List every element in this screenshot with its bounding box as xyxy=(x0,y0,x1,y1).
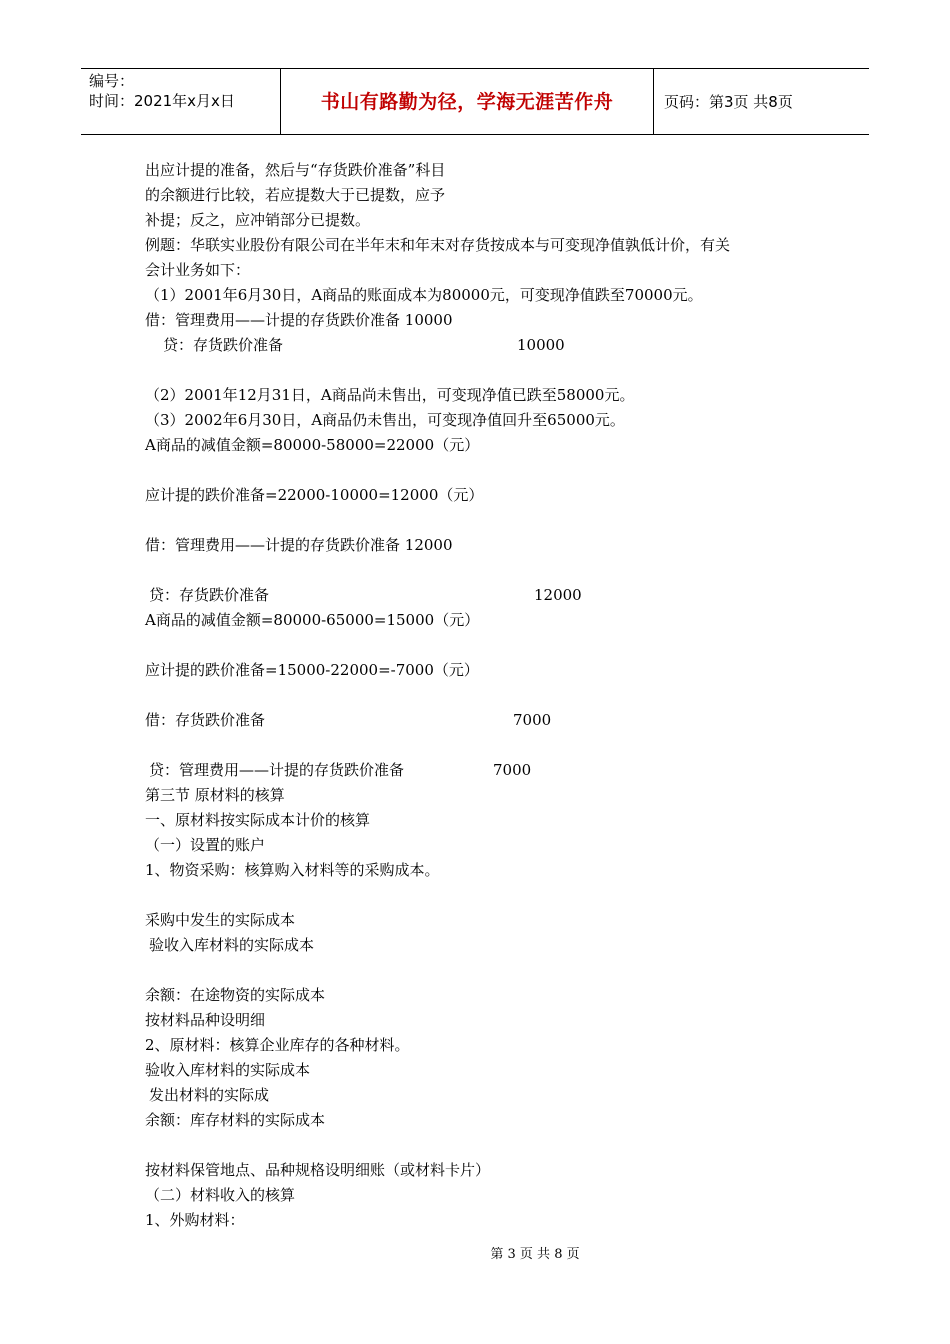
body-line: （3）2002年6月30日，A商品仍未售出，可变现净值回升至65000元。 xyxy=(145,411,625,429)
body-line: 例题：华联实业股份有限公司在半年末和年末对存货按成本与可变现净值孰低计价，有关 xyxy=(145,236,731,254)
body-line: （2）2001年12月31日，A商品尚未售出，可变现净值已跌至58000元。 xyxy=(145,386,635,404)
journal-entry-debit: 借：管理费用——计提的存货跌价准备 10000 xyxy=(145,311,453,329)
body-line: 采购中发生的实际成本 xyxy=(145,911,296,929)
body-line: 1、外购材料： xyxy=(145,1211,245,1229)
journal-entry-debit: 借：管理费用——计提的存货跌价准备 12000 xyxy=(145,536,453,554)
subsection-heading: （一）设置的账户 xyxy=(145,836,266,854)
header-page-number: 页码：第3页 共8页 xyxy=(664,93,793,111)
body-line: 验收入库材料的实际成本 xyxy=(145,1061,311,1079)
body-line: 验收入库材料的实际成本 xyxy=(149,936,315,954)
subsection-heading: 一、原材料按实际成本计价的核算 xyxy=(145,811,371,829)
journal-entry-amount: 10000 xyxy=(517,336,565,354)
body-line: 补提；反之，应冲销部分已提数。 xyxy=(145,211,371,229)
formula-line: A商品的减值金额=80000-65000=15000（元） xyxy=(145,611,480,629)
page-header xyxy=(81,68,869,135)
document-number-label: 编号： xyxy=(89,72,135,90)
body-line: 余额：在途物资的实际成本 xyxy=(145,986,326,1004)
body-line: 2、原材料：核算企业库存的各种材料。 xyxy=(145,1036,410,1054)
body-line: 按材料品种设明细 xyxy=(145,1011,266,1029)
header-motto: 书山有路勤为径，学海无涯苦作舟 xyxy=(281,69,654,134)
section-heading: 第三节 原材料的核算 xyxy=(145,786,285,804)
page-footer: 第 3 页 共 8 页 xyxy=(490,1247,580,1262)
journal-entry-amount: 7000 xyxy=(493,761,532,779)
document-date-label: 时间：2021年x月x日 xyxy=(89,92,235,110)
journal-entry-credit: 贷：存货跌价准备 xyxy=(163,336,284,354)
body-line: 1、物资采购：核算购入材料等的采购成本。 xyxy=(145,861,440,879)
subsection-heading: （二）材料收入的核算 xyxy=(145,1186,296,1204)
formula-line: A商品的减值金额=80000-58000=22000（元） xyxy=(145,436,480,454)
journal-entry-credit: 贷：管理费用——计提的存货跌价准备 xyxy=(149,761,405,779)
formula-line: 应计提的跌价准备=22000-10000=12000（元） xyxy=(145,486,484,504)
body-line: 按材料保管地点、品种规格设明细账（或材料卡片） xyxy=(145,1161,491,1179)
journal-entry-amount: 7000 xyxy=(513,711,552,729)
journal-entry-credit: 贷：存货跌价准备 xyxy=(149,586,270,604)
formula-line: 应计提的跌价准备=15000-22000=-7000（元） xyxy=(145,661,479,679)
body-line: （1）2001年6月30日，A商品的账面成本为80000元，可变现净值跌至70000元。 xyxy=(145,286,703,304)
body-line: 会计业务如下： xyxy=(145,261,251,279)
header-meta xyxy=(81,69,281,134)
body-line: 余额：库存材料的实际成本 xyxy=(145,1111,326,1129)
journal-entry-amount: 12000 xyxy=(534,586,582,604)
body-line: 的余额进行比较，若应提数大于已提数，应予 xyxy=(145,186,446,204)
journal-entry-debit: 借：存货跌价准备 xyxy=(145,711,266,729)
body-line: 发出材料的实际成 xyxy=(149,1086,270,1104)
body-line: 出应计提的准备，然后与“存货跌价准备”科目 xyxy=(145,161,446,179)
